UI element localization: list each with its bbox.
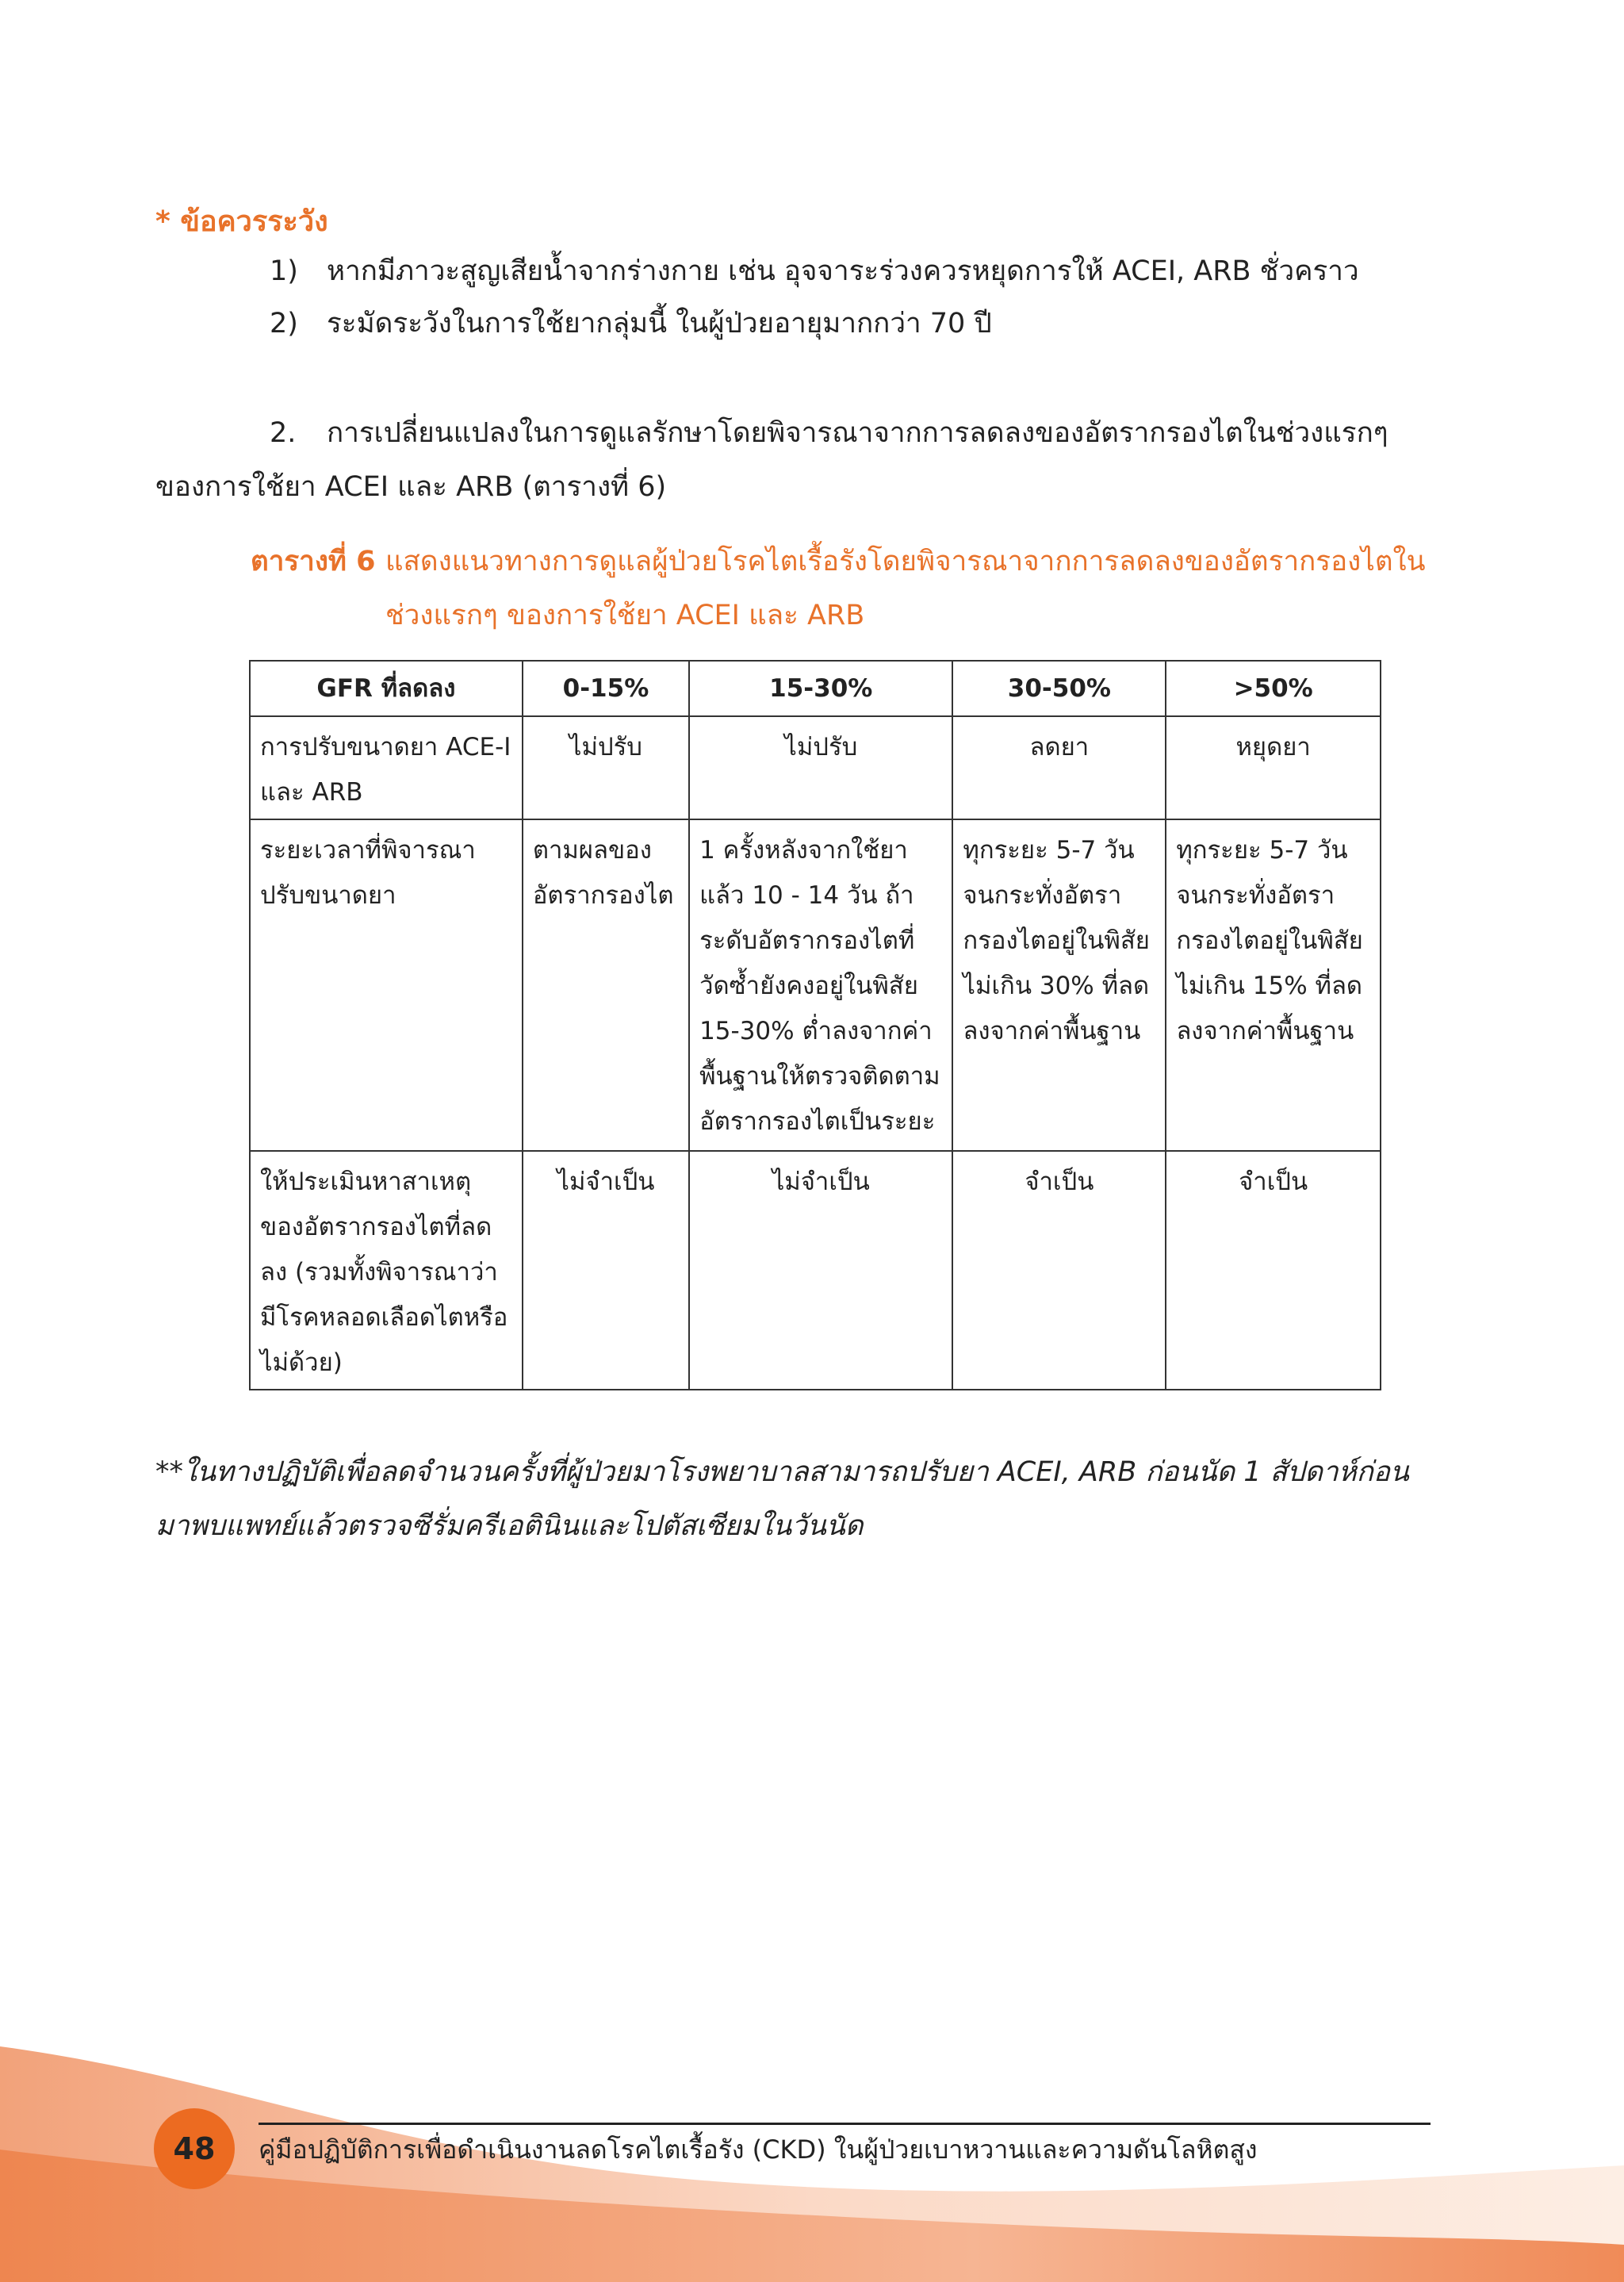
paragraph-number: 2. [270, 417, 297, 449]
table-caption-label: ตารางที่ 6 [251, 546, 376, 577]
table-row [250, 1151, 1381, 1390]
gfr-guideline-table [249, 660, 1381, 1390]
table-cell: ทุกระยะ 5-7 วัน จนกระทั่งอัตรากรองไตอยู่ในพิสัยไม่เกิน 30% ที่ลดลงจากค่าพื้นฐาน [952, 819, 1166, 1151]
page-number-badge: 48 [154, 2108, 235, 2189]
table-header-cell: 15-30% [689, 661, 952, 716]
caution-item-number: 1) [270, 255, 298, 287]
table-cell: หยุดยา [1166, 716, 1381, 819]
caution-item-number: 2) [270, 308, 298, 339]
table-row-label: ให้ประเมินหาสาเหตุของอัตรากรองไตที่ลดลง (รวมทั้งพิจารณาว่ามีโรคหลอดเลือดไตหรือไม่ด้วย) [250, 1151, 523, 1390]
table-caption-line1: แสดงแนวทางการดูแลผู้ป่วยโรคไตเรื้อรังโดยพิจารณาจากการลดลงของอัตรากรองไตใน [385, 546, 1426, 577]
table-header-row [250, 661, 1381, 716]
table-caption-line2: ช่วงแรกๆ ของการใช้ยา ACEI และ ARB [385, 600, 865, 631]
body-paragraph [155, 406, 1432, 514]
table-cell: ตามผลของอัตรากรองไต [523, 819, 689, 1151]
paragraph-text: การเปลี่ยนแปลงในการดูแลรักษาโดยพิจารณาจากการลดลงของอัตรากรองไตในช่วงแรกๆของการใช้ยา ACEI และ ARB (ตารางที่ 6) [155, 417, 1388, 503]
table-cell: จำเป็น [952, 1151, 1166, 1390]
table-cell: ไม่จำเป็น [523, 1151, 689, 1390]
table-cell: ไม่จำเป็น [689, 1151, 952, 1390]
table-header-cell: 30-50% [952, 661, 1166, 716]
table-header-cell: GFR ที่ลดลง [250, 661, 523, 716]
table-cell: ไม่ปรับ [689, 716, 952, 819]
footnote: **ในทางปฏิบัติเพื่อลดจำนวนครั้งที่ผู้ป่วยมาโรงพยาบาลสามารถปรับยา ACEI, ARB ก่อนนัด 1 สัปดาห์ก่อนมาพบแพทย์แล้วตรวจซีรั่มครีเอตินินและโปตัสเซียมในวันนัด [155, 1456, 1409, 1542]
table-cell: ไม่ปรับ [523, 716, 689, 819]
table-row-label: ระยะเวลาที่พิจารณาปรับขนาดยา [250, 819, 523, 1151]
caution-item [270, 252, 1359, 290]
table-header-cell: >50% [1166, 661, 1381, 716]
table-row [250, 716, 1381, 819]
table-cell: จำเป็น [1166, 1151, 1381, 1390]
footer-title: คู่มือปฏิบัติการเพื่อดำเนินงานลดโรคไตเรื้อรัง (CKD) ในผู้ป่วยเบาหวานและความดันโลหิตสูง [259, 2134, 1258, 2165]
table-cell: ทุกระยะ 5-7 วัน จนกระทั่งอัตรากรองไตอยู่ในพิสัยไม่เกิน 15% ที่ลดลงจากค่าพื้นฐาน [1166, 819, 1381, 1151]
caution-item [270, 305, 992, 343]
table-header-cell: 0-15% [523, 661, 689, 716]
table-cell: ลดยา [952, 716, 1166, 819]
caution-title: * ข้อควรระวัง [155, 205, 328, 238]
caution-item-text: ระมัดระวังในการใช้ยากลุ่มนี้ ในผู้ป่วยอายุมากกว่า 70 ปี [327, 308, 992, 339]
table-cell: 1 ครั้งหลังจากใช้ยาแล้ว 10 - 14 วัน ถ้าระดับอัตรากรองไตที่วัดซ้ำยังคงอยู่ในพิสัย 15-30% ต่ำลงจากค่าพื้นฐานให้ตรวจติดตามอัตรากรองไตเป็นระยะ [689, 819, 952, 1151]
caution-item-text: หากมีภาวะสูญเสียน้ำจากร่างกาย เช่น อุจจาระร่วงควรหยุดการให้ ACEI, ARB ชั่วคราว [327, 255, 1359, 287]
table-row-label: การปรับขนาดยา ACE-I และ ARB [250, 716, 523, 819]
table-row [250, 819, 1381, 1151]
table-caption [251, 535, 1440, 642]
footer-divider [259, 2123, 1431, 2125]
